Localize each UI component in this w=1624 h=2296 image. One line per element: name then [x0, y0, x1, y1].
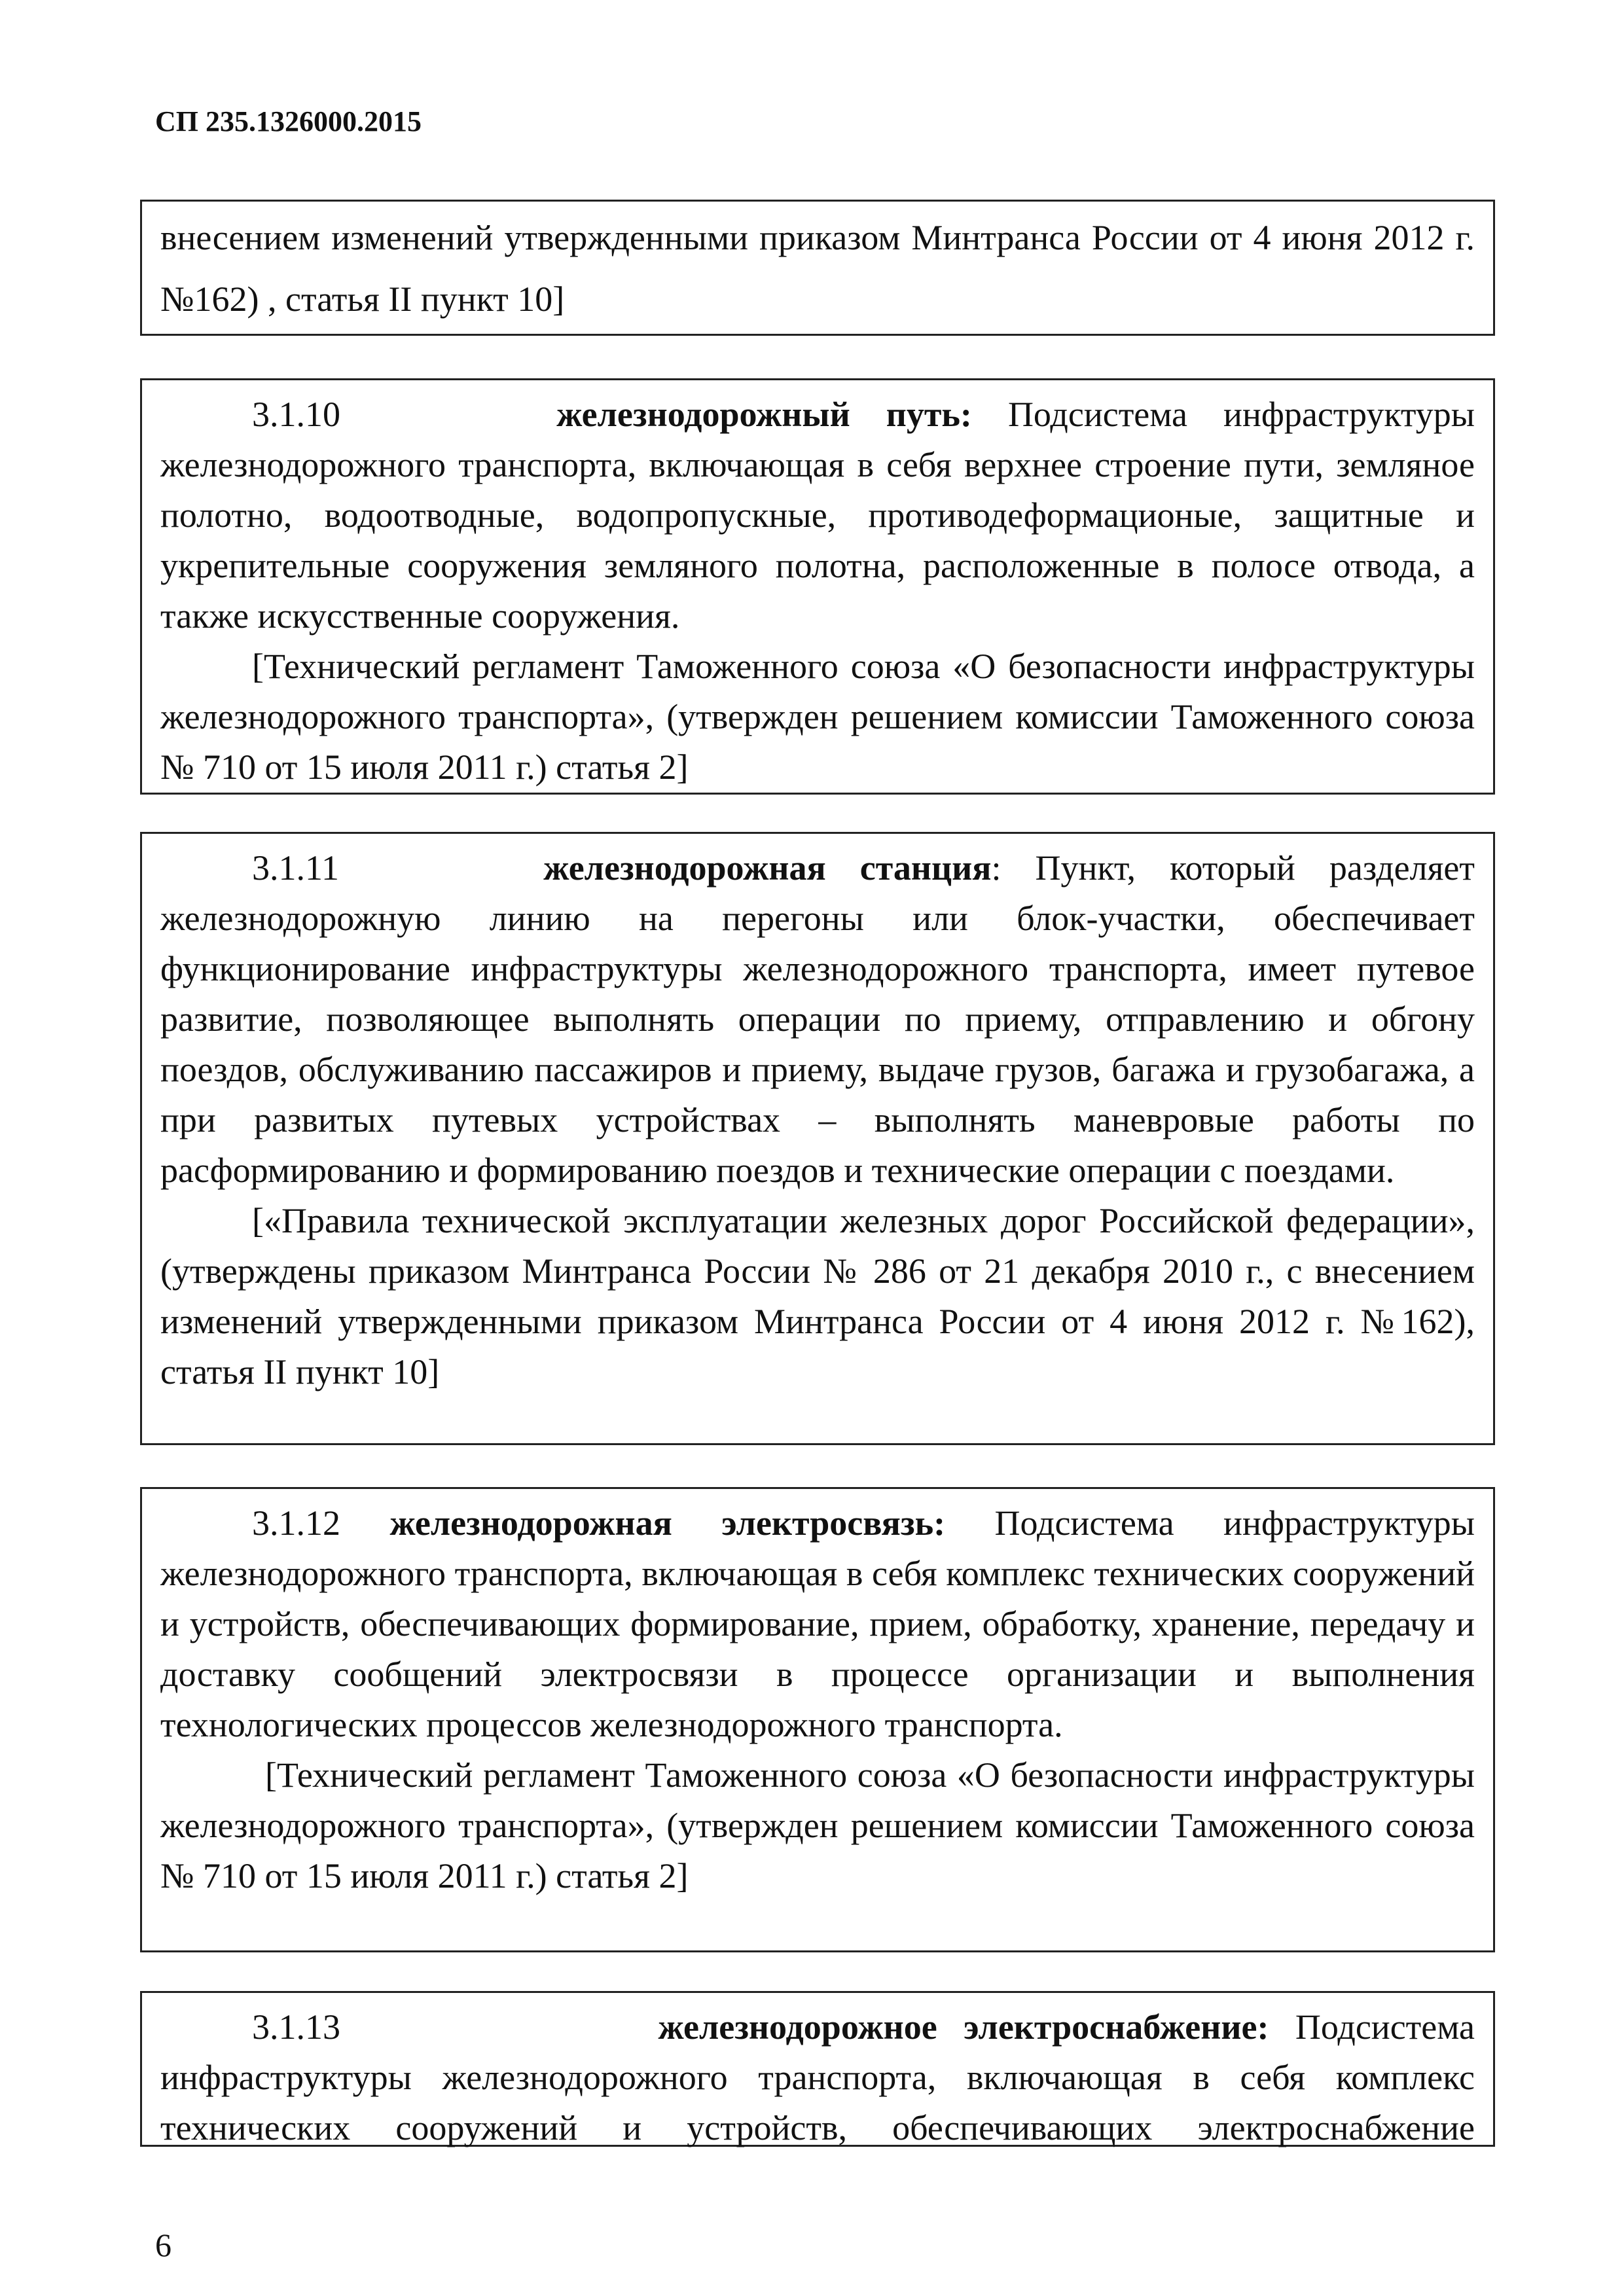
- definition-block-continuation: [140, 200, 1495, 336]
- source-reference: [Технический регламент Таможенного союза «О безопасности инфраструктуры железнодорожного транспорта», (утвержден решением комиссии Таможенного союза № 710 от 15 июля 2011 г.) статья 2]: [160, 1755, 1475, 1895]
- term-definition: Подсистема инфраструктуры железнодорожного транспорта, включающая в себя комплекс технических сооружений и устройств, обеспечивающих электроснабжение: [160, 2007, 1475, 2147]
- definition-block-3-1-10: [140, 378, 1495, 795]
- page-number: 6: [155, 2227, 171, 2263]
- term-number: 3.1.13: [252, 2007, 340, 2047]
- term-name: железнодорожный путь:: [556, 395, 972, 434]
- term-number: 3.1.10: [252, 395, 340, 434]
- source-reference: [Технический регламент Таможенного союза «О безопасности инфраструктуры железнодорожного транспорта», (утвержден решением комиссии Таможенного союза № 710 от 15 июля 2011 г.) статья 2]: [160, 647, 1475, 787]
- source-reference: внесением изменений утвержденными приказом Минтранса России от 4 июня 2012 г. №162) , статья II пункт 10]: [160, 218, 1475, 319]
- definition-paragraph: [160, 1498, 1475, 1750]
- source-reference: [«Правила технической эксплуатации железных дорог Российской федерации», (утверждены приказом Минтранса России № 286 от 21 декабря 2010 г., с внесением изменений утвержденными приказом Минтранса России от 4 июня 2012 г. №162), статья II пункт 10]: [160, 1201, 1475, 1391]
- term-name: железнодорожное электроснабжение:: [658, 2007, 1269, 2047]
- document-code-header: СП 235.1326000.2015: [155, 105, 422, 137]
- definition-block-3-1-11: [140, 832, 1495, 1445]
- definition-block-3-1-12: [140, 1487, 1495, 1952]
- definition-paragraph: [160, 389, 1475, 641]
- term-name: железнодорожная станция: [543, 848, 992, 888]
- term-definition: : Пункт, который разделяет железнодорожную линию на перегоны или блок-участки, обеспечивает функционирование инфраструктуры железнодорожного транспорта, имеет путевое развитие, позволяющее выполнять операции по приему, отправлению и обгону поездов, обслуживанию пассажиров и приему, выдаче грузов, багажа и грузобагажа, а при развитых путевых устройствах – выполнять маневровые работы по расформированию и формированию поездов и технические операции с поездами.: [160, 848, 1475, 1190]
- term-definition: Подсистема инфраструктуры железнодорожного транспорта, включающая в себя верхнее строение пути, земляное полотно, водоотводные, водопропускные, противодеформационые, защитные и укрепительные сооружения земляного полотна, расположенные в полосе отвода, а также искусственные сооружения.: [160, 395, 1475, 636]
- term-number: 3.1.12: [252, 1503, 340, 1543]
- term-name: железнодорожная электросвязь:: [389, 1503, 946, 1543]
- definition-paragraph: [160, 2002, 1475, 2153]
- definition-block-3-1-13: [140, 1991, 1495, 2147]
- definition-paragraph: [160, 843, 1475, 1196]
- term-number: 3.1.11: [252, 848, 339, 888]
- term-definition: Подсистема инфраструктуры железнодорожного транспорта, включающая в себя комплекс технических сооружений и устройств, обеспечивающих формирование, прием, обработку, хранение, передачу и доставку сообщений электросвязи в процессе организации и выполнения технологических процессов железнодорожного транспорта.: [160, 1503, 1475, 1744]
